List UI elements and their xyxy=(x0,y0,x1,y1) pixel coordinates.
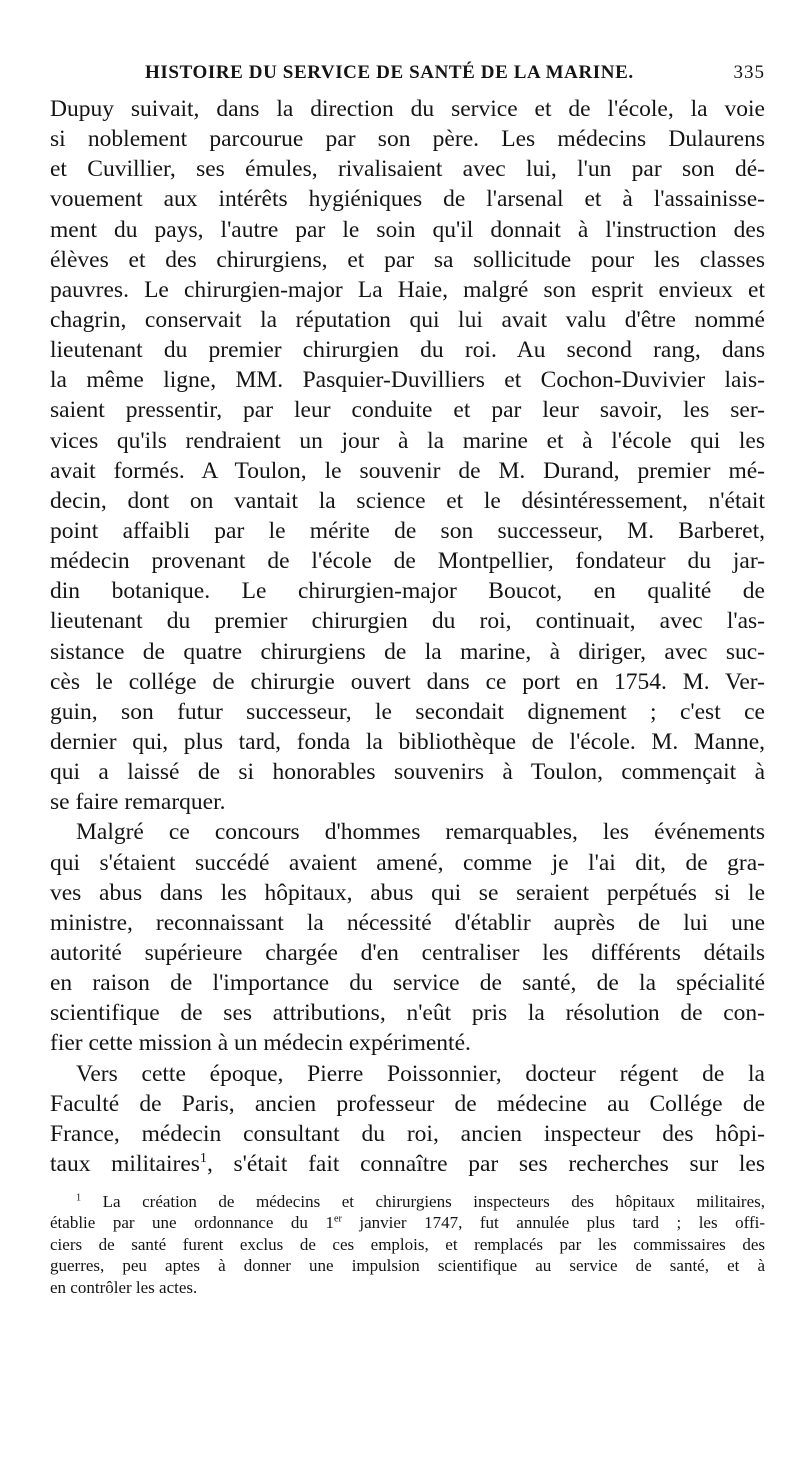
text-line: France, médecin consultant du roi, ancien inspecteur des hôpi- xyxy=(50,1120,765,1147)
text-line: autorité supérieure chargée d'en centraliser les différents détails xyxy=(50,939,765,966)
text-line: cès le collége de chirurgie ouvert dans ce port en 1754. M. Ver- xyxy=(50,668,765,695)
text-line: ves abus dans les hôpitaux, abus qui se seraient perpétués si le xyxy=(50,879,765,906)
footnote-line xyxy=(50,1212,765,1233)
text-line: Dupuy suivait, dans la direction du service et de l'école, la voie xyxy=(50,96,765,122)
text-fragment: , s'était fait connaître par ses recherches sur les xyxy=(206,1150,765,1177)
text-line-with-note xyxy=(50,1149,765,1179)
text-line: dernier qui, plus tard, fonda la bibliothèque de l'école. M. Manne, xyxy=(50,728,765,755)
footnote-ref[interactable]: 1 xyxy=(199,1150,207,1167)
footnote-line: ciers de santé furent exclus de ces emplois, et remplacés par les commissaires des xyxy=(50,1234,765,1254)
text-line: élèves et des chirurgiens, et par sa sollicitude pour les classes xyxy=(50,246,765,273)
text-line: pauvres. Le chirurgien-major La Haie, malgré son esprit envieux et xyxy=(50,276,765,303)
footnote-line: en contrôler les actes. xyxy=(50,1277,198,1297)
paragraph-start-line: Vers cette époque, Pierre Poissonnier, docteur régent de la xyxy=(76,1060,765,1087)
text-line: et Cuvillier, ses émules, rivalisaient avec lui, l'un par son dé- xyxy=(50,156,765,183)
text-line: scientifique de ses attributions, n'eût pris la résolution de con- xyxy=(50,1000,765,1027)
footnote-line: guerres, peu aptes à donner une impulsion scientifique au service de santé, et à xyxy=(50,1256,765,1276)
page-number: 335 xyxy=(733,62,765,83)
footnote-text: janvier 1747, fut annulée plus tard ; les offi- xyxy=(341,1213,766,1233)
running-head xyxy=(50,60,765,94)
text-line: sistance de quatre chirurgiens de la marine, à diriger, avec suc- xyxy=(50,638,765,665)
text-line: ministre, reconnaissant la nécessité d'établir auprès de lui une xyxy=(50,909,765,936)
text-line: decin, dont on vantait la science et le désintéressement, n'était xyxy=(50,487,765,514)
text-line: ment du pays, l'autre par le soin qu'il donnait à l'instruction des xyxy=(50,216,765,243)
footnote-line xyxy=(50,1191,765,1212)
text-line: point affaibli par le mérite de son successeur, M. Barberet, xyxy=(50,517,765,544)
text-line: vouement aux intérêts hygiéniques de l'arsenal et à l'assainisse- xyxy=(50,186,765,213)
text-line: din botanique. Le chirurgien-major Boucot, en qualité de xyxy=(50,578,765,605)
text-line: qui a laissé de si honorables souvenirs à Toulon, commençait à xyxy=(50,759,765,786)
text-line: vices qu'ils rendraient un jour à la marine et à l'école qui les xyxy=(50,427,765,454)
text-line: saient pressentir, par leur conduite et par leur savoir, les ser- xyxy=(50,397,765,424)
text-line: la même ligne, MM. Pasquier-Duvilliers et Cochon-Duvivier lais- xyxy=(50,367,765,394)
ordinal-suffix: er xyxy=(333,1213,342,1225)
text-line: chagrin, conservait la réputation qui lui avait valu d'être nommé xyxy=(50,306,765,333)
paragraph-start-line: Malgré ce concours d'hommes remarquables, les événements xyxy=(76,819,765,846)
footnote xyxy=(50,1191,765,1298)
text-line: qui s'étaient succédé avaient amené, comme je l'ai dit, de gra- xyxy=(50,849,765,876)
text-line: Faculté de Paris, ancien professeur de médecine au Collége de xyxy=(50,1090,765,1117)
paragraph-end-line: fier cette mission à un médecin expérimenté. xyxy=(50,1030,471,1057)
text-line: guin, son futur successeur, le secondait dignement ; c'est ce xyxy=(50,698,765,725)
footnote-text: La création de médecins et chirurgiens inspecteurs des hôpitaux militaires, xyxy=(102,1192,765,1212)
text-line: si noblement parcourue par son père. Les médecins Dulaurens xyxy=(50,126,765,153)
text-line: lieutenant du premier chirurgien du roi, continuait, avec l'as- xyxy=(50,608,765,635)
paragraph-end-line: se faire remarquer. xyxy=(50,789,226,816)
text-fragment: taux militaires xyxy=(50,1150,200,1177)
footnote-marker: 1 xyxy=(76,1192,82,1204)
footnote-text: établie par une ordonnance du 1 xyxy=(50,1213,334,1233)
text-line: en raison de l'importance du service de santé, de la spécialité xyxy=(50,970,765,997)
text-line: avait formés. A Toulon, le souvenir de M. Durand, premier mé- xyxy=(50,457,765,484)
body-text xyxy=(50,94,765,1179)
text-line: médecin provenant de l'école de Montpellier, fondateur du jar- xyxy=(50,548,765,575)
book-page xyxy=(50,60,765,1298)
text-line: lieutenant du premier chirurgien du roi. Au second rang, dans xyxy=(50,337,765,364)
running-title: HISTOIRE DU SERVICE DE SANTÉ DE LA MARINE. xyxy=(145,62,634,83)
